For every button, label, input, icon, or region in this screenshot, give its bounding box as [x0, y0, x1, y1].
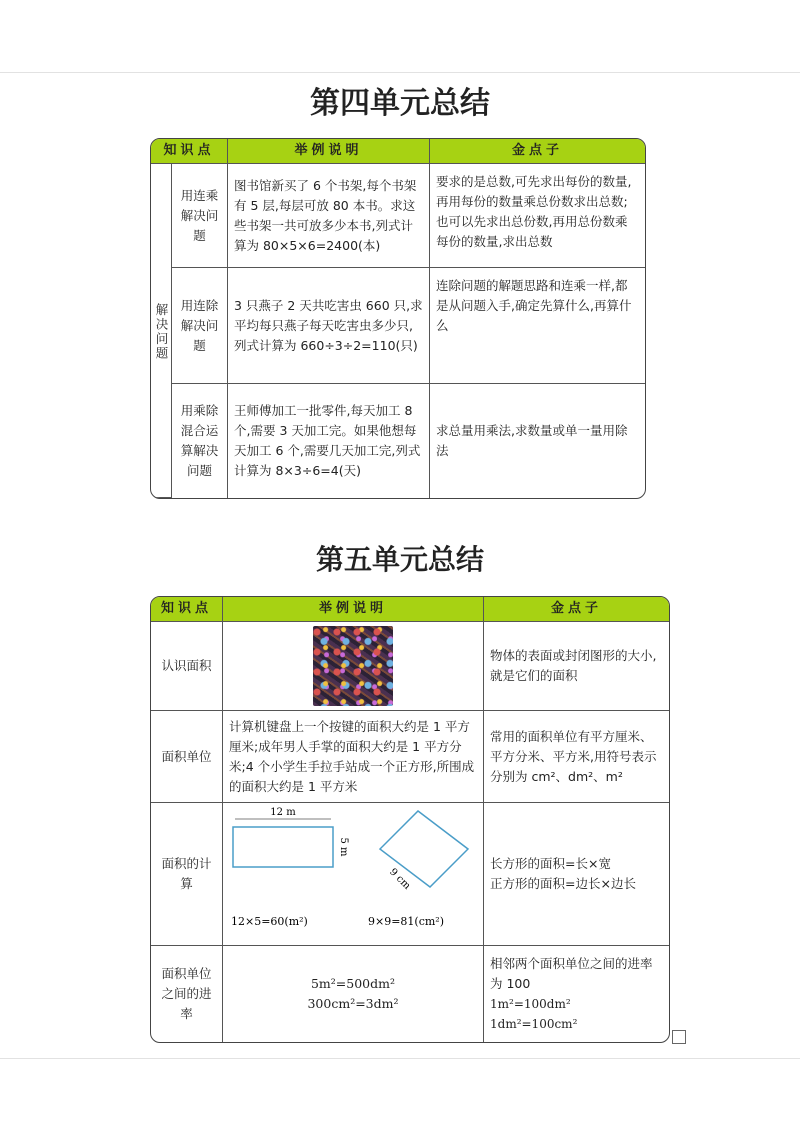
header-tip: 金点子 [430, 139, 645, 164]
page-corner-marker [672, 1030, 686, 1044]
conversion-example-1: 5m²=500dm² [310, 976, 395, 991]
area-figures [223, 803, 483, 939]
row-topic: 面积单位之间的进率 [151, 946, 223, 1042]
conversion-example-2: 300cm²=3dm² [307, 996, 399, 1011]
table-header-row [151, 597, 669, 622]
row-topic: 面积单位 [151, 711, 223, 803]
unit5-summary-table [150, 596, 670, 1043]
square-side-label: 9 cm [387, 866, 413, 892]
row-topic: 用乘除混合运算解决问题 [172, 384, 228, 498]
row-tip: 常用的面积单位有平方厘米、平方分米、平方米,用符号表示分别为 cm²、dm²、m² [484, 711, 669, 803]
table-row [151, 622, 669, 711]
header-tip: 金点子 [484, 597, 669, 622]
row-tip: 连除问题的解题思路和连乘一样,都是从问题入手,确定先算什么,再算什么 [430, 268, 645, 384]
table-row [151, 946, 669, 1042]
table-header-row [151, 139, 645, 164]
row-example: 计算机键盘上一个按键的面积大约是 1 平方厘米;成年男人手掌的面积大约是 1 平方分米;4 个小学生手拉手站成一个正方形,所围成的面积大约是 1 平方米 [223, 711, 484, 803]
row-tip: 要求的是总数,可先求出每份的数量,再用每份的数量乘总份数求出总数;也可以先求出总份数,再用总份数乘每份的数量,求出总数 [430, 164, 645, 268]
unit5-title: 第五单元总结 [315, 543, 484, 576]
square-area-rule: 正方形的面积=边长×边长 [490, 876, 636, 891]
header-example: 举例说明 [228, 139, 430, 164]
table-row [151, 164, 645, 268]
table-row [151, 268, 645, 384]
rate-rule: 相邻两个面积单位之间的进率为 100 [490, 956, 653, 991]
rect-area-rule: 长方形的面积=长×宽 [490, 856, 611, 871]
rect-height-label: 5 m [338, 837, 349, 857]
table-row [151, 711, 669, 803]
category-label: 解决问题 [151, 164, 172, 498]
header-knowledge: 知识点 [151, 139, 228, 164]
header-example: 举例说明 [223, 597, 484, 622]
row-tip [484, 946, 669, 1042]
rect-width-label: 12 m [270, 807, 296, 818]
row-example: 王师傅加工一批零件,每天加工 8 个,需要 3 天加工完。如果他想每天加工 6 个,需要几天加工完,列式计算为 8×3÷6=4(天) [228, 384, 430, 498]
header-knowledge: 知识点 [151, 597, 223, 622]
rate-example-1: 1m²=100dm² [490, 997, 571, 1011]
row-example: 3 只燕子 2 天共吃害虫 660 只,求平均每只燕子每天吃害虫多少只,列式计算为 660÷3÷2=110(只) [228, 268, 430, 384]
rectangle-shape [233, 827, 333, 867]
row-example [223, 803, 484, 946]
row-tip: 求总量用乘法,求数量或单一量用除法 [436, 423, 628, 458]
fabric-image [313, 626, 393, 706]
row-topic: 认识面积 [151, 622, 223, 711]
rect-formula: 12×5=60(m²) [231, 915, 308, 928]
row-example: 图书馆新买了 6 个书架,每个书架有 5 层,每层可放 80 本书。求这些书架一共可放多少本书,列式计算为 80×5×6=2400(本) [228, 164, 430, 268]
square-formula: 9×9=81(cm²) [368, 915, 445, 928]
unit4-summary-table [150, 138, 646, 499]
row-topic: 面积的计算 [151, 803, 223, 946]
row-topic: 用连乘解决问题 [172, 164, 228, 268]
row-tip [484, 803, 669, 946]
rate-example-2: 1dm²=100cm² [490, 1017, 578, 1031]
row-example [223, 946, 484, 1042]
unit4-title: 第四单元总结 [310, 86, 490, 121]
row-tip: 物体的表面或封闭图形的大小,就是它们的面积 [484, 622, 669, 711]
row-topic: 用连除解决问题 [172, 268, 228, 384]
table-row [151, 384, 645, 498]
row-example [223, 622, 484, 711]
table-row [151, 803, 669, 946]
